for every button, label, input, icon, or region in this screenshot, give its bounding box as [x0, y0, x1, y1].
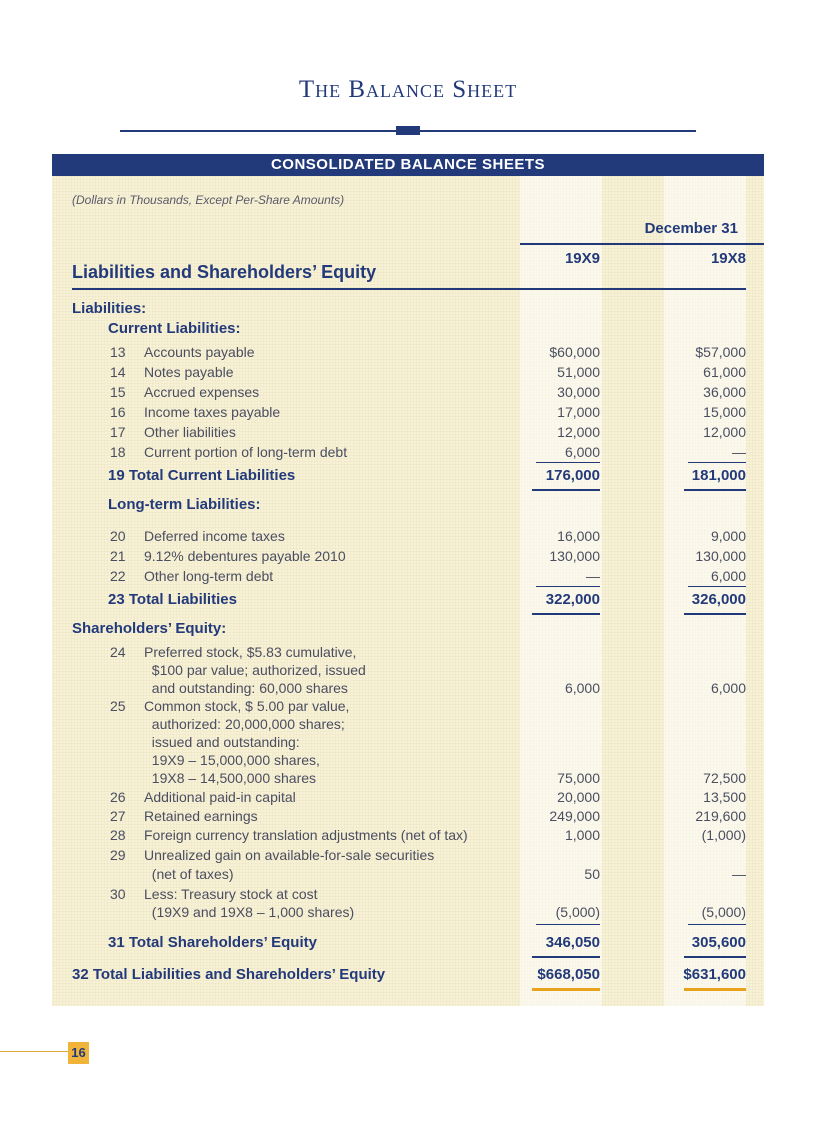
title-rule-ornament: [396, 126, 420, 135]
line-item-row: [52, 825, 764, 845]
line-label: Additional paid-in capital: [144, 789, 296, 805]
value-19x9: (5,000): [555, 904, 600, 920]
line-number: 28: [110, 827, 126, 843]
line-number: 26: [110, 789, 126, 805]
line-item-row: [52, 362, 764, 382]
value-19x8: 61,000: [703, 364, 746, 380]
value-19x9: 130,000: [549, 548, 600, 564]
total-underline: [532, 613, 600, 615]
line-number: 20: [110, 528, 126, 544]
line-label: $100 par value; authorized, issued: [144, 662, 366, 678]
total-label: 23 Total Liabilities: [108, 591, 237, 608]
line-item-row: [52, 806, 764, 826]
grand-total-underline: [532, 988, 600, 991]
total-shareholders-equity-row: [52, 932, 764, 954]
section-header: Liabilities and Shareholders’ Equity: [72, 262, 377, 282]
line-item-continuation: [52, 660, 764, 680]
section-rule: [72, 288, 746, 290]
line-item-row: [52, 402, 764, 422]
line-label: Unrealized gain on available-for-sale securities: [144, 847, 435, 863]
total-value-19x8: 326,000: [691, 591, 746, 608]
line-item-row: [52, 696, 764, 716]
total-underline: [684, 613, 746, 615]
value-19x9: 50: [584, 866, 600, 882]
value-19x9: 12,000: [557, 424, 600, 440]
line-number: 22: [110, 568, 126, 584]
value-19x8: —: [732, 444, 746, 460]
line-label: Accrued expenses: [144, 384, 260, 400]
line-label: Other liabilities: [144, 424, 236, 440]
value-19x8: —: [732, 866, 746, 882]
liabilities-heading: Liabilities:: [72, 300, 147, 317]
line-label: Retained earnings: [144, 808, 258, 824]
line-number: 27: [110, 808, 126, 824]
total-current-liabilities-row: [52, 465, 764, 487]
value-19x9: 6,000: [564, 680, 600, 696]
line-number: 24: [110, 644, 126, 660]
line-number: 29: [110, 847, 126, 863]
value-19x9: —: [586, 568, 600, 584]
value-19x8: 15,000: [703, 404, 746, 420]
value-19x9: 1,000: [564, 827, 600, 843]
line-label: Preferred stock, $5.83 cumulative,: [144, 644, 357, 660]
line-item-row: [52, 526, 764, 546]
subtotal-underline: [536, 586, 600, 587]
subtotal-underline: [536, 462, 600, 463]
subtotal-underline: [688, 586, 746, 587]
line-label: Notes payable: [144, 364, 234, 380]
value-19x8: 6,000: [710, 568, 746, 584]
line-item-row: [52, 845, 764, 865]
line-number: 13: [110, 344, 126, 360]
line-label: 19X9 – 15,000,000 shares,: [144, 752, 320, 768]
value-19x8: $57,000: [695, 344, 746, 360]
line-label: authorized: 20,000,000 shares;: [144, 716, 345, 732]
value-19x9: 51,000: [557, 364, 600, 380]
subtotal-underline: [688, 924, 746, 925]
value-19x8: 72,500: [703, 770, 746, 786]
value-19x9: 75,000: [557, 770, 600, 786]
page-title: The Balance Sheet: [298, 76, 518, 103]
line-number: 21: [110, 548, 126, 564]
line-number: 25: [110, 698, 126, 714]
line-item-row: [52, 546, 764, 566]
shareholders-equity-heading: Shareholders’ Equity:: [72, 620, 227, 637]
value-19x9: 20,000: [557, 789, 600, 805]
line-number: 17: [110, 424, 126, 440]
line-item-row: [52, 642, 764, 662]
value-19x8: 219,600: [695, 808, 746, 824]
total-liabilities-row: [52, 589, 764, 611]
value-19x8: 13,500: [703, 789, 746, 805]
panel-header: CONSOLIDATED BALANCE SHEETS: [52, 154, 764, 176]
line-item-continuation: [52, 902, 764, 922]
total-value-19x9: 346,050: [545, 934, 600, 951]
line-label: Deferred income taxes: [144, 528, 285, 544]
date-header-rule: [520, 243, 764, 245]
line-label: 19X8 – 14,500,000 shares: [144, 770, 317, 786]
date-header: December 31: [644, 220, 738, 237]
value-19x8: (1,000): [701, 827, 746, 843]
year-header-19x8: 19X8: [710, 250, 746, 267]
line-label: Common stock, $ 5.00 par value,: [144, 698, 350, 714]
value-19x8: 6,000: [710, 680, 746, 696]
value-19x9: 249,000: [549, 808, 600, 824]
grand-total-underline: [684, 988, 746, 991]
value-19x9: 6,000: [564, 444, 600, 460]
line-item-row: [52, 422, 764, 442]
line-item-continuation: [52, 768, 764, 788]
line-label: (net of taxes): [144, 866, 234, 882]
line-item-row: [52, 884, 764, 904]
balance-sheet-panel: [52, 154, 764, 1006]
line-label: Less: Treasury stock at cost: [144, 886, 318, 902]
line-label: and outstanding: 60,000 shares: [144, 680, 348, 696]
line-number: 18: [110, 444, 126, 460]
line-number: 15: [110, 384, 126, 400]
line-label: Accounts payable: [144, 344, 255, 360]
total-underline: [532, 489, 600, 491]
total-underline: [684, 489, 746, 491]
total-value-19x8: 181,000: [691, 467, 746, 484]
total-value-19x8: 305,600: [691, 934, 746, 951]
total-value-19x9: 176,000: [545, 467, 600, 484]
value-19x8: 9,000: [710, 528, 746, 544]
grand-total-row: [52, 964, 764, 986]
line-label: (19X9 and 19X8 – 1,000 shares): [144, 904, 355, 920]
total-underline: [532, 956, 600, 958]
line-number: 30: [110, 886, 126, 902]
line-label: 9.12% debentures payable 2010: [144, 548, 346, 564]
line-item-continuation: [52, 678, 764, 698]
value-19x8: 36,000: [703, 384, 746, 400]
line-label: Income taxes payable: [144, 404, 281, 420]
value-19x8: 12,000: [703, 424, 746, 440]
page-number-rule: [0, 1051, 68, 1052]
value-19x8: 130,000: [695, 548, 746, 564]
units-note: (Dollars in Thousands, Except Per-Share Amounts): [72, 193, 345, 207]
value-19x9: 30,000: [557, 384, 600, 400]
line-item-row: [52, 787, 764, 807]
total-label: 31 Total Shareholders’ Equity: [108, 934, 317, 951]
line-label: Current portion of long-term debt: [144, 444, 348, 460]
page-number: 16: [68, 1042, 89, 1064]
value-19x9: 16,000: [557, 528, 600, 544]
value-19x9: 17,000: [557, 404, 600, 420]
line-item-continuation: [52, 864, 764, 884]
line-item-continuation: [52, 732, 764, 752]
line-number: 16: [110, 404, 126, 420]
line-label: Other long-term debt: [144, 568, 274, 584]
line-label: Foreign currency translation adjustments (net of tax): [144, 827, 468, 843]
total-value-19x9: 322,000: [545, 591, 600, 608]
subtotal-underline: [536, 924, 600, 925]
line-item-row: [52, 566, 764, 586]
line-number: 14: [110, 364, 126, 380]
subtotal-underline: [688, 462, 746, 463]
line-item-row: [52, 382, 764, 402]
line-item-row: [52, 342, 764, 362]
line-item-continuation: [52, 750, 764, 770]
value-19x8: (5,000): [701, 904, 746, 920]
grand-total-value-19x9: $668,050: [537, 966, 600, 983]
grand-total-value-19x8: $631,600: [683, 966, 746, 983]
value-19x9: $60,000: [549, 344, 600, 360]
year-header-19x9: 19X9: [564, 250, 600, 267]
line-item-row: [52, 442, 764, 462]
line-label: issued and outstanding:: [144, 734, 300, 750]
longterm-liabilities-heading: Long-term Liabilities:: [108, 496, 261, 513]
total-underline: [684, 956, 746, 958]
total-label: 19 Total Current Liabilities: [108, 467, 296, 484]
grand-total-label: 32 Total Liabilities and Shareholders’ Equity: [72, 966, 386, 983]
line-item-continuation: [52, 714, 764, 734]
current-liabilities-heading: Current Liabilities:: [108, 320, 241, 337]
